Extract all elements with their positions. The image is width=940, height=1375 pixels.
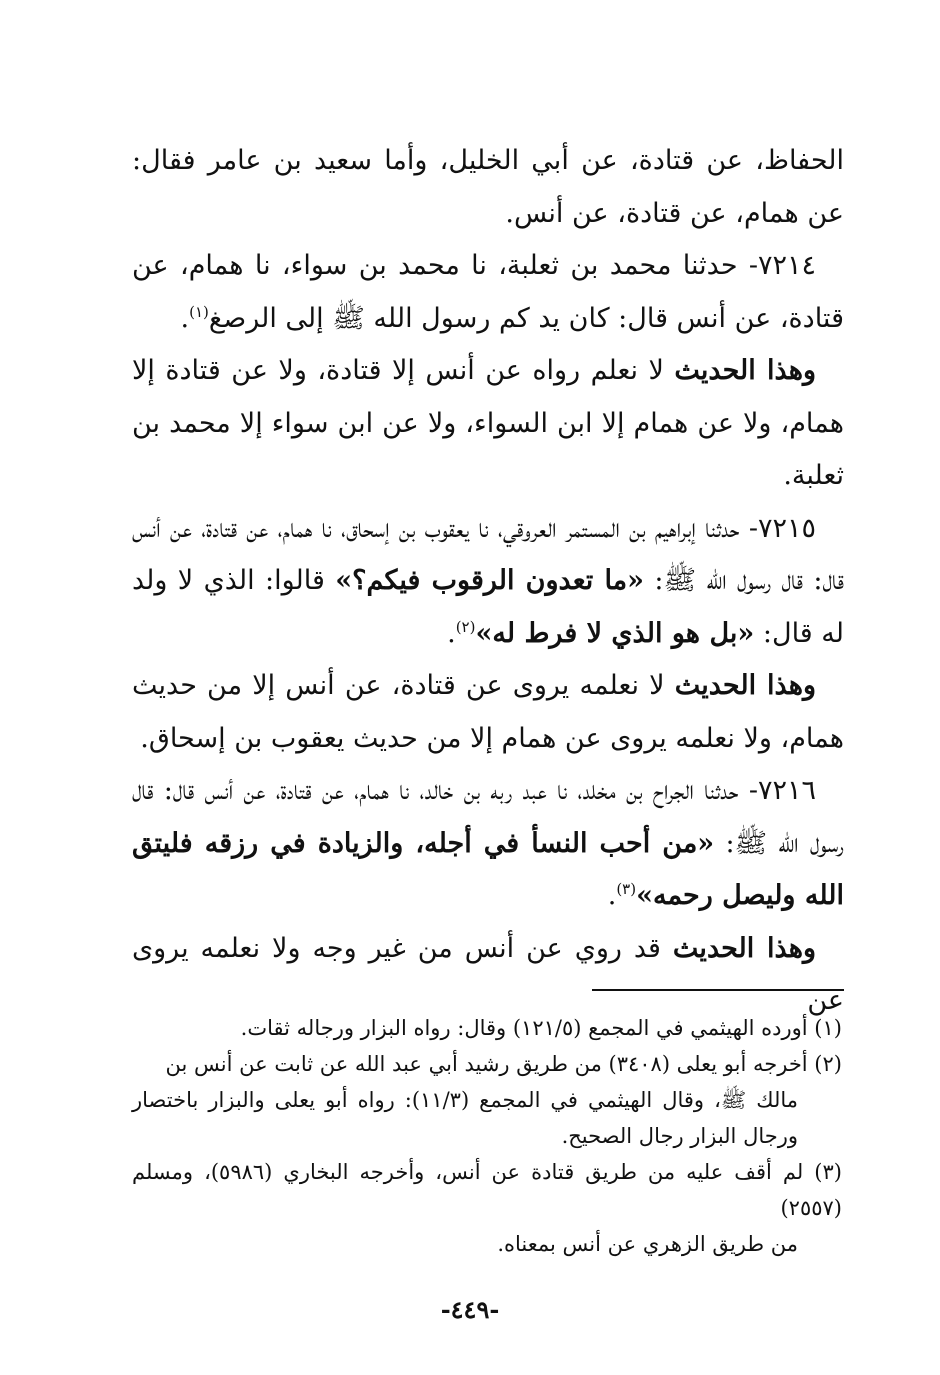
page-number: -٤٤٩-: [440, 1295, 500, 1324]
hadith-quote: «من أحب النسأ في أجله، والزيادة في رزقه فليتق الله وليصل رحمه»: [132, 827, 844, 911]
footnote-3-continued: [132, 1226, 842, 1262]
footnote-text: مالك ﷺ، وقال الهيثمي في المجمع (١١/٣): رواه أبو يعلى والبزار باختصار ورجال البزار رجال الصحيح.: [132, 1088, 798, 1148]
punctuation: .: [607, 880, 617, 911]
hadith-7215: [132, 503, 844, 661]
hadith-7216: [132, 765, 844, 923]
commentary-7214: [132, 345, 844, 503]
footnotes: [132, 1010, 842, 1262]
footnote-text: من طريق الزهري عن أنس بمعناه.: [497, 1232, 798, 1256]
footnote-2-continued: [132, 1082, 842, 1154]
hadith-quote: «ما تعدون الرقوب فيكم؟»: [335, 565, 645, 596]
footnote-ref: (٢): [455, 617, 476, 636]
footnote-text: (٢) أخرجه أبو يعلى (٣٤٠٨) من طريق رشيد أبي عبد الله عن ثابت عن أنس بن: [165, 1052, 842, 1076]
footnote-ref: (١): [189, 302, 209, 321]
footnote-1: [132, 1010, 842, 1046]
punctuation: .: [180, 302, 190, 334]
hadith-7214: [132, 240, 844, 345]
footnote-ref: (٣): [616, 880, 637, 898]
footnote-2: [132, 1046, 842, 1082]
footnote-text: (١) أورده الهيثمي في المجمع (١٢١/٥) وقال: رواه البزار ورجاله ثقات.: [240, 1016, 842, 1040]
hadith-quote: «بل هو الذي لا فرط له»: [475, 617, 755, 649]
punctuation: .: [447, 617, 456, 649]
hadith-text: ٧٢١٦- حدثنا الجراح بن مخلد، نا عبد ربه بن خالد، نا همام، عن قتادة، عن أنس قال: قال رسول الله ﷺ:: [132, 775, 844, 859]
commentary-text: لا نعلمه يروى عن قتادة، عن أنس إلا من حديث همام، ولا نعلمه يروى عن همام إلا من حديث يعقوب بن إسحاق.: [132, 670, 844, 754]
commentary-label: وهذا الحديث: [674, 670, 816, 701]
footnote-divider: [592, 989, 844, 991]
main-text: [132, 135, 844, 1028]
paragraph-continuation: [132, 135, 844, 240]
hadith-text: قالوا: الذي لا ولد له قال:: [132, 565, 844, 649]
footnote-text: (٣) لم أقف عليه من طريق قتادة عن أنس، وأخرجه البخاري (٥٩٨٦)، ومسلم (٢٥٥٧): [132, 1160, 842, 1220]
hadith-text: ٧٢١٥- حدثنا إبراهيم بن المستمر العروقي، نا يعقوب بن إسحاق، نا همام، عن قتادة، عن أنس قال: قال رسول الله ﷺ:: [132, 512, 845, 596]
commentary-label: وهذا الحديث: [674, 355, 816, 386]
commentary-text: لا نعلم رواه عن أنس إلا قتادة، ولا عن قتادة إلا همام، ولا عن همام إلا ابن السواء، ولا عن ابن سواء إلا محمد بن ثعلبة.: [132, 355, 844, 491]
commentary-label: وهذا الحديث: [672, 932, 817, 964]
commentary-text: قد روي عن أنس من غير وجه ولا نعلمه يروى عن: [132, 932, 844, 1016]
footnote-3: [132, 1154, 842, 1226]
paragraph-text: الحفاظ، عن قتادة، عن أبي الخليل، وأما سعيد بن عامر فقال: عن همام، عن قتادة، عن أنس.: [132, 145, 844, 229]
commentary-7215: [132, 660, 844, 765]
hadith-text: ٧٢١٤- حدثنا محمد بن ثعلبة، نا محمد بن سواء، نا همام، عن قتادة، عن أنس قال: كان يد كم رسول الله ﷺ إلى الرصغ: [132, 250, 844, 334]
